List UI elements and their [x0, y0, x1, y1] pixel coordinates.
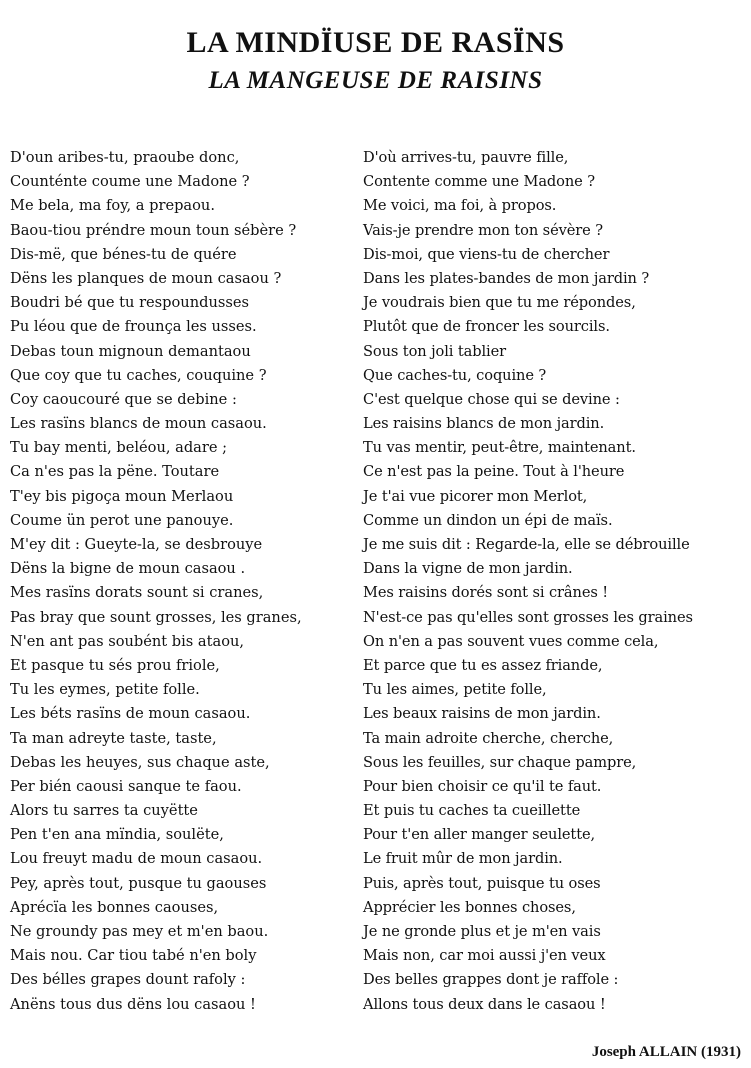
- french-verse-line: Dis-moi, que viens-tu de chercher: [363, 245, 610, 263]
- gascon-verse-line: Dëns la bigne de moun casaou .: [10, 560, 246, 578]
- french-verse-line: Plutôt que de froncer les sourcils.: [363, 318, 610, 336]
- french-verse-line: Que caches-tu, coquine ?: [363, 366, 547, 384]
- french-verse-line: Pour bien choisir ce qu'il te faut.: [363, 777, 602, 795]
- french-verse-line: Tu les aimes, petite folle,: [363, 681, 547, 699]
- gascon-verse-line: Coy caoucouré que se debine :: [10, 390, 237, 408]
- poem-title: LA MINDÏUSE DE RASÏNS: [186, 26, 565, 59]
- french-verse-line: Dans la vigne de mon jardin.: [363, 560, 573, 578]
- french-verse-line: Les beaux raisins de mon jardin.: [363, 705, 601, 723]
- french-verse-line: Allons tous deux dans le casaou !: [363, 995, 606, 1013]
- gascon-verse-line: Dëns les planques de moun casaou ?: [10, 269, 282, 287]
- gascon-verse-line: Pu léou que de frounça les usses.: [10, 318, 257, 336]
- author-signature: Joseph ALLAIN (1931): [591, 1044, 741, 1060]
- french-verse-line: Je voudrais bien que tu me répondes,: [363, 294, 636, 312]
- poem-subtitle: LA MANGEUSE DE RAISINS: [208, 67, 543, 94]
- gascon-verse-line: D'oun aribes-tu, praoube donc,: [10, 149, 240, 166]
- french-verse-line: Puis, après tout, puisque tu oses: [363, 874, 601, 892]
- gascon-text-column: [10, 146, 360, 1017]
- french-verse-line: Vais-je prendre mon ton sévère ?: [363, 221, 603, 239]
- gascon-verse-line: Pey, après tout, pusque tu gaouses: [10, 874, 267, 892]
- french-verse-line: Des belles grappes dont je raffole :: [363, 971, 619, 989]
- gascon-verse-line: Les béts rasïns de moun casaou.: [10, 705, 251, 723]
- french-verse-line: Tu vas mentir, peut-être, maintenant.: [363, 439, 636, 457]
- french-verse-line: Apprécier les bonnes choses,: [363, 898, 576, 916]
- gascon-verse-line: Pen t'en ana mïndia, soulëte,: [10, 826, 224, 844]
- gascon-verse-line: Les rasïns blancs de moun casaou.: [10, 415, 267, 433]
- french-verse-line: Et parce que tu es assez friande,: [363, 656, 603, 674]
- french-verse-line: N'est-ce pas qu'elles sont grosses les graines: [363, 608, 693, 626]
- french-translation-column: [363, 146, 751, 1017]
- gascon-verse-line: Anëns tous dus dëns lou casaou !: [10, 995, 256, 1013]
- french-verse-line: Ta main adroite cherche, cherche,: [363, 729, 614, 747]
- french-verse-line: On n'en a pas souvent vues comme cela,: [363, 632, 659, 650]
- gascon-verse-line: Aprécïa les bonnes caouses,: [10, 898, 219, 916]
- french-verse-line: Les raisins blancs de mon jardin.: [363, 415, 605, 433]
- gascon-verse-line: Ca n'es pas la pëne. Toutare: [10, 463, 220, 481]
- gascon-verse-line: Tu les eymes, petite folle.: [10, 681, 200, 699]
- gascon-verse-line: Alors tu sarres ta cuyëtte: [10, 802, 198, 820]
- french-verse-line: Sous ton joli tablier: [363, 342, 507, 360]
- gascon-verse-line: Mes rasïns dorats sount si cranes,: [10, 584, 264, 602]
- gascon-verse-line: Mais nou. Car tiou tabé n'en boly: [10, 947, 257, 965]
- french-verse-line: Contente comme une Madone ?: [363, 173, 595, 191]
- gascon-verse-line: Baou-tiou préndre moun toun sébère ?: [10, 221, 297, 239]
- french-verse-line: Et puis tu caches ta cueillette: [363, 802, 581, 820]
- french-verse-line: Comme un dindon un épi de maïs.: [363, 511, 613, 529]
- gascon-verse-line: Et pasque tu sés prou friole,: [10, 656, 220, 674]
- gascon-verse-line: N'en ant pas soubént bis ataou,: [10, 632, 245, 650]
- gascon-verse-line: Lou freuyt madu de moun casaou.: [10, 850, 263, 868]
- french-verse-line: Le fruit mûr de mon jardin.: [363, 850, 563, 868]
- gascon-verse-line: Debas toun mignoun demantaou: [10, 342, 251, 360]
- gascon-verse-line: Pas bray que sount grosses, les granes,: [10, 608, 302, 626]
- french-verse-line: Sous les feuilles, sur chaque pampre,: [363, 753, 637, 771]
- french-verse-line: Je t'ai vue picorer mon Merlot,: [363, 487, 588, 505]
- gascon-verse-line: Me bela, ma foy, a prepaou.: [10, 197, 215, 215]
- gascon-verse-line: Counténte coume une Madone ?: [10, 173, 250, 191]
- french-verse-line: Dans les plates-bandes de mon jardin ?: [363, 269, 650, 287]
- gascon-verse-line: T'ey bis pigoça moun Merlaou: [10, 487, 234, 505]
- gascon-verse-line: Dis-më, que bénes-tu de quére: [10, 245, 237, 263]
- french-verse-line: Ce n'est pas la peine. Tout à l'heure: [363, 463, 625, 481]
- french-verse-line: C'est quelque chose qui se devine :: [363, 390, 620, 408]
- french-verse-line: Mais non, car moi aussi j'en veux: [363, 947, 606, 965]
- french-verse-line: Pour t'en aller manger seulette,: [363, 826, 596, 844]
- gascon-verse-line: Ta man adreyte taste, taste,: [10, 729, 217, 747]
- french-verse-line: D'où arrives-tu, pauvre fille,: [363, 149, 569, 166]
- gascon-verse-line: Tu bay menti, beléou, adare ;: [10, 439, 228, 457]
- gascon-verse-line: Des bélles grapes dount rafoly :: [10, 971, 246, 989]
- french-verse-line: Je me suis dit : Regarde-la, elle se débrouille: [363, 536, 690, 553]
- french-verse-line: Mes raisins dorés sont si crânes !: [363, 584, 609, 602]
- gascon-verse-line: Que coy que tu caches, couquine ?: [10, 366, 267, 384]
- gascon-verse-line: Per bién caousi sanque te faou.: [10, 777, 242, 795]
- french-verse-line: Je ne gronde plus et je m'en vais: [363, 923, 601, 940]
- gascon-verse-line: M'ey dit : Gueyte-la, se desbrouye: [10, 536, 263, 553]
- gascon-verse-line: Coume ün perot une panouye.: [10, 511, 234, 529]
- french-verse-line: Me voici, ma foi, à propos.: [363, 197, 557, 215]
- gascon-verse-line: Boudri bé que tu respoundusses: [10, 294, 249, 312]
- gascon-verse-line: Debas les heuyes, sus chaque aste,: [10, 753, 270, 771]
- gascon-verse-line: Ne groundy pas mey et m'en baou.: [10, 923, 269, 940]
